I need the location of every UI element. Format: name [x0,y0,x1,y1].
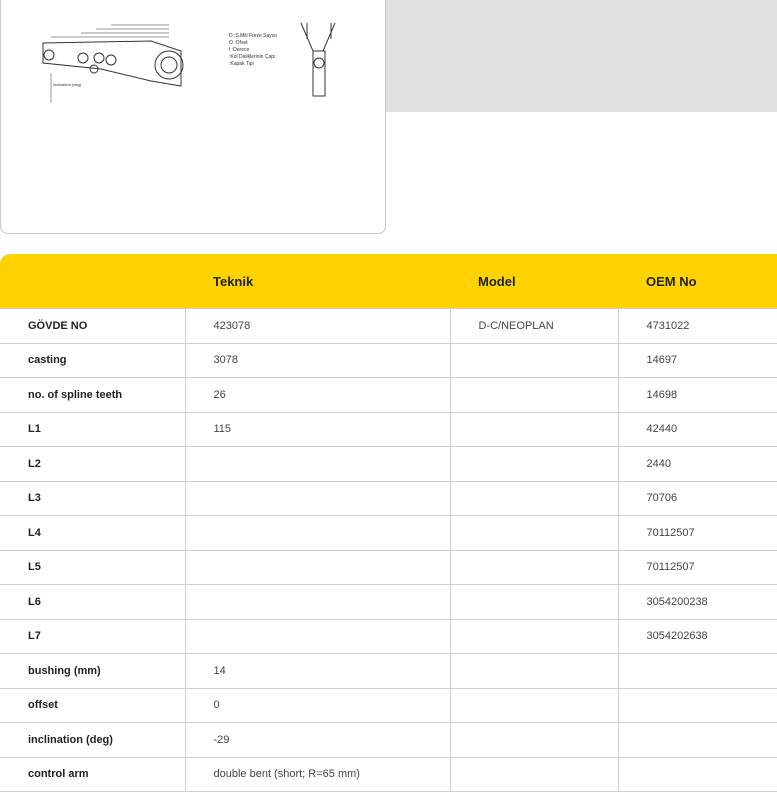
table-row [0,723,777,758]
table-row [0,585,777,620]
oem-cell [618,757,777,792]
model-cell [450,481,618,516]
table-row [0,619,777,654]
row-label: bushing (mm) [0,654,185,689]
table-row [0,309,777,344]
table-row [0,688,777,723]
teknik-cell [185,619,450,654]
oem-cell: 3054200238 [618,585,777,620]
row-label: L1 [0,412,185,447]
model-cell [450,688,618,723]
teknik-cell [185,516,450,551]
oem-cell [618,654,777,689]
teknik-cell: 3078 [185,343,450,378]
oem-cell: 14698 [618,378,777,413]
teknik-cell: double bent (short; R=65 mm) [185,757,450,792]
gray-panel [386,0,777,112]
teknik-cell: 423078 [185,309,450,344]
teknik-cell [185,481,450,516]
table-row [0,757,777,792]
inclination-label: inclination (deg) [53,82,82,87]
table-row [0,550,777,585]
table-row [0,481,777,516]
oem-cell: 2440 [618,447,777,482]
oem-cell: 3054202638 [618,619,777,654]
row-label: no. of spline teeth [0,378,185,413]
model-cell [450,447,618,482]
teknik-cell [185,447,450,482]
oem-cell: 70112507 [618,550,777,585]
legend-item: I :Derece [229,47,250,53]
row-label: L3 [0,481,185,516]
model-cell [450,757,618,792]
model-cell [450,619,618,654]
header-model: Model [450,254,618,309]
header-teknik: Teknik [185,254,450,309]
row-label: L2 [0,447,185,482]
model-cell [450,550,618,585]
model-cell [450,343,618,378]
oem-cell: 14697 [618,343,777,378]
diagram-legend [229,33,277,68]
table-row [0,412,777,447]
row-label: inclination (deg) [0,723,185,758]
row-label: L6 [0,585,185,620]
legend-item: O :Ofset [229,40,248,46]
model-cell [450,412,618,447]
model-cell [450,516,618,551]
oem-cell [618,723,777,758]
oem-cell: 4731022 [618,309,777,344]
oem-cell: 70112507 [618,516,777,551]
teknik-cell: 115 [185,412,450,447]
row-label: L4 [0,516,185,551]
teknik-cell [185,550,450,585]
teknik-cell: -29 [185,723,450,758]
model-cell [450,723,618,758]
oem-cell [618,688,777,723]
table-header-row [0,254,777,309]
model-cell [450,654,618,689]
legend-item: D :S.Mili Freze Sayısı [229,33,278,39]
table-row [0,654,777,689]
row-label: casting [0,343,185,378]
spec-table [0,254,777,792]
table-row [0,343,777,378]
teknik-cell: 0 [185,688,450,723]
row-label: control arm [0,757,185,792]
teknik-cell: 26 [185,378,450,413]
teknik-cell [185,585,450,620]
oem-cell: 70706 [618,481,777,516]
product-image-card [0,0,386,234]
table-row [0,378,777,413]
legend-item: :Kapak Tipi [229,61,254,67]
model-cell [450,378,618,413]
row-label: GÖVDE NO [0,309,185,344]
slack-adjuster-diagram [31,11,361,111]
teknik-cell: 14 [185,654,450,689]
table-row [0,447,777,482]
oem-cell: 42440 [618,412,777,447]
model-cell [450,585,618,620]
header-label [0,254,185,309]
model-cell: D-C/NEOPLAN [450,309,618,344]
row-label: L7 [0,619,185,654]
row-label: offset [0,688,185,723]
row-label: L5 [0,550,185,585]
legend-item: :Kol Deliklerinin Çapı [229,54,276,60]
header-oem: OEM No [618,254,777,309]
table-row [0,516,777,551]
